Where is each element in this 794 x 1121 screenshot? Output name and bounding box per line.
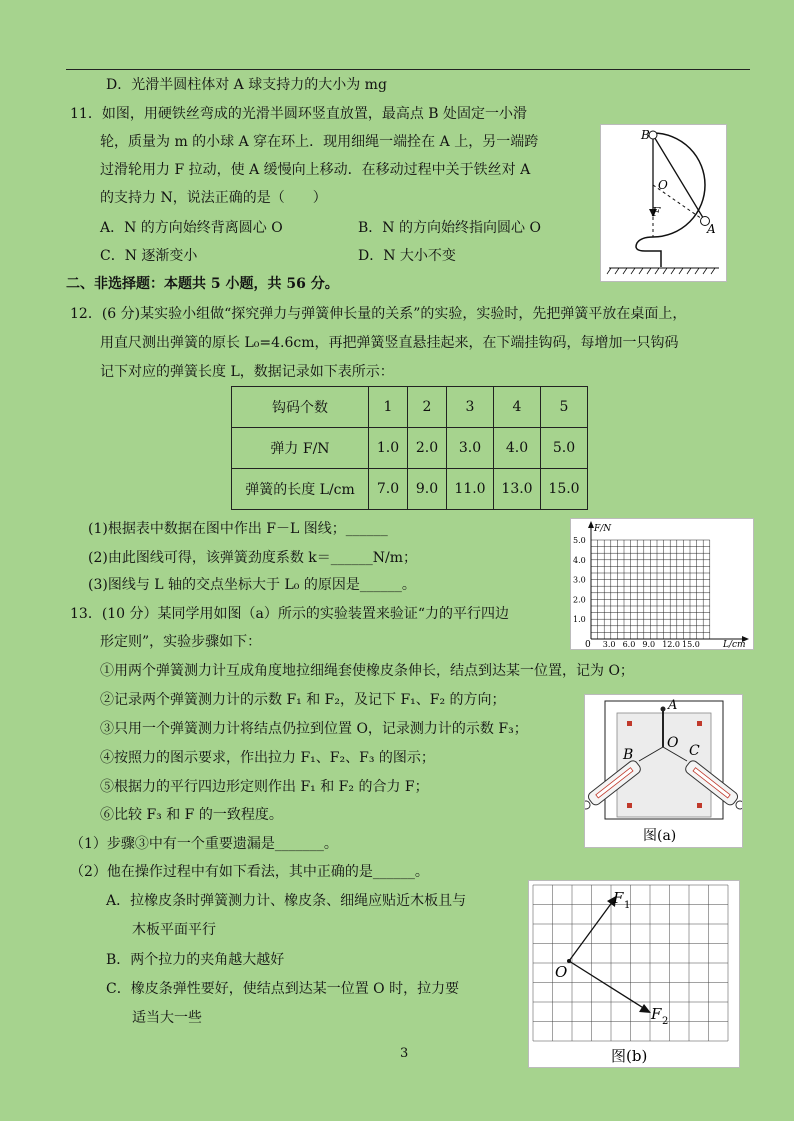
q11-option-c: C．N 逐渐变小 [100, 248, 198, 264]
table-cell: 4.0 [494, 428, 541, 469]
table-cell: 9.0 [408, 469, 447, 510]
x-tick-label: 9.0 [642, 640, 656, 649]
q13-option-c-line2: 适当大一些 [132, 1010, 202, 1026]
q13-step4: ④按照力的图示要求，作出拉力 F₁、F₂、F₃ 的图示； [100, 750, 435, 766]
q13-option-a-line1: A．拉橡皮条时弹簧测力计、橡皮条、细绳应贴近木板且与 [106, 893, 467, 909]
q10-option-d: D．光滑半圆柱体对 A 球支持力的大小为 mg [106, 77, 387, 93]
y-tick-label: 4.0 [573, 555, 586, 565]
q13-line1: 13．(10 分）某同学用如图（a）所示的实验装置来验证“力的平行四边 [70, 606, 510, 622]
fig-a-label-o: O [667, 735, 679, 751]
x-tick-label: 12.0 [662, 640, 681, 649]
graph-xlabel: L/cm [723, 640, 746, 649]
q12-line1: 12．(6 分)某实验小组做“探究弹力与弹簧伸长量的关系”的实验，实验时，先把弹簧平放在桌面上， [70, 306, 687, 322]
x-tick-label: 6.0 [622, 640, 636, 649]
q13-line2: 形定则”，实验步骤如下： [100, 634, 262, 650]
q13-option-b: B．两个拉力的夹角越大越好 [106, 952, 285, 968]
table-cell: 7.0 [369, 469, 408, 510]
table-cell: 2.0 [408, 428, 447, 469]
table-row [232, 469, 588, 510]
table-cell: 弹力 F/N [232, 428, 369, 469]
q13-step3: ③只用一个弹簧测力计将结点仍拉到位置 O，记录测力计的示数 F₃； [100, 721, 528, 737]
q11-option-b: B．N 的方向始终指向圆心 O [358, 220, 541, 236]
fig-a-caption: 图(a) [643, 828, 677, 844]
table-cell: 13.0 [494, 469, 541, 510]
q11-option-d: D．N 大小不变 [358, 248, 456, 264]
table-cell: 3 [447, 387, 494, 428]
q11-line4: 的支持力 N，说法正确的是（ ） [100, 190, 327, 206]
table-cell: 1 [369, 387, 408, 428]
fig-b-label-f2-sub: 2 [662, 1016, 669, 1027]
q12-sub2: (2)由此图线可得，该弹簧劲度系数 k＝______N/m； [88, 550, 418, 566]
q13-step6: ⑥比较 F₃ 和 F 的一致程度。 [100, 807, 283, 823]
y-tick-label: 3.0 [573, 575, 586, 585]
table-cell: 11.0 [447, 469, 494, 510]
q11-label-a: A [707, 222, 716, 236]
q11-label-f: F [652, 205, 661, 219]
q11-line3: 过滑轮用力 F 拉动，使 A 缓慢向上移动．在移动过程中关于铁丝对 A [100, 162, 531, 178]
fig-a-label-b: B [623, 747, 634, 763]
graph-ylabel: F/N [594, 524, 612, 534]
q13-part1: （1）步骤③中有一个重要遗漏是_______。 [70, 836, 338, 852]
q13-step1: ①用两个弹簧测力计互成角度地拉细绳套使橡皮条伸长，结点到达某一位置，记为 O； [100, 663, 634, 679]
x-tick-label: 15.0 [682, 640, 700, 649]
table-cell: 4 [494, 387, 541, 428]
q13-option-c-line1: C．橡皮条弹性要好，使结点到达某一位置 O 时，拉力要 [106, 981, 460, 997]
q11-line2: 轮，质量为 m 的小球 A 穿在环上．现用细绳一端拴在 A 上，另一端跨 [100, 134, 539, 150]
table-cell: 3.0 [447, 428, 494, 469]
fig-b-label-o: O [555, 963, 568, 981]
q12-sub3: (3)图线与 L 轴的交点坐标大于 L₀ 的原因是______。 [88, 577, 416, 593]
q12-line3: 记下对应的弹簧长度 L，数据记录如下表所示： [100, 364, 394, 380]
header-rule [66, 69, 750, 70]
page-number: 3 [400, 1046, 409, 1061]
section2-title: 二、非选择题：本题共 5 小题，共 56 分。 [66, 276, 339, 292]
table-row [232, 387, 588, 428]
fig-b-label-f1-sub: 1 [624, 900, 631, 911]
x-tick-label: 3.0 [602, 640, 616, 649]
q11-label-b: B [641, 128, 650, 142]
table-cell: 5 [541, 387, 588, 428]
y-tick-label: 2.0 [573, 595, 586, 605]
fig-b-label-f2: F [651, 1005, 662, 1023]
q13-step2: ②记录两个弹簧测力计的示数 F₁ 和 F₂，及记下 F₁、F₂ 的方向； [100, 692, 506, 708]
graph-origin: 0 [585, 640, 591, 649]
q13-option-a-line2: 木板平面平行 [132, 922, 216, 938]
spring-data-table [231, 386, 588, 510]
q13-step5: ⑤根据力的平行四边形定则作出 F₁ 和 F₂ 的合力 F； [100, 779, 429, 795]
table-cell: 15.0 [541, 469, 588, 510]
q13-part2: （2）他在操作过程中有如下看法，其中正确的是______。 [70, 864, 429, 880]
fig-a-label-c: C [689, 743, 700, 759]
table-cell: 5.0 [541, 428, 588, 469]
q13-figure-a [584, 694, 743, 848]
fl-graph [570, 518, 754, 650]
y-tick-label: 5.0 [573, 536, 586, 545]
q11-option-a: A．N 的方向始终背离圆心 O [100, 220, 283, 236]
table-cell: 弹簧的长度 L/cm [232, 469, 369, 510]
q12-line2: 用直尺测出弹簧的原长 L₀=4.6cm，再把弹簧竖直悬挂起来，在下端挂钩码，每增加一只钩码 [100, 335, 679, 351]
y-tick-label: 1.0 [573, 615, 586, 625]
fig-b-caption: 图(b) [611, 1047, 648, 1065]
fig-b-label-f1: F [613, 889, 624, 907]
q11-label-o: O [658, 178, 668, 192]
q12-sub1: (1)根据表中数据在图中作出 F－L 图线；______ [88, 521, 388, 537]
q11-semicircle-figure [600, 124, 727, 282]
table-cell: 1.0 [369, 428, 408, 469]
q11-line1: 11．如图，用硬铁丝弯成的光滑半圆环竖直放置，最高点 B 处固定一小滑 [70, 106, 528, 122]
fig-a-label-a: A [668, 698, 678, 713]
q13-figure-b [528, 880, 740, 1068]
table-cell: 钩码个数 [232, 387, 369, 428]
table-cell: 2 [408, 387, 447, 428]
table-row [232, 428, 588, 469]
